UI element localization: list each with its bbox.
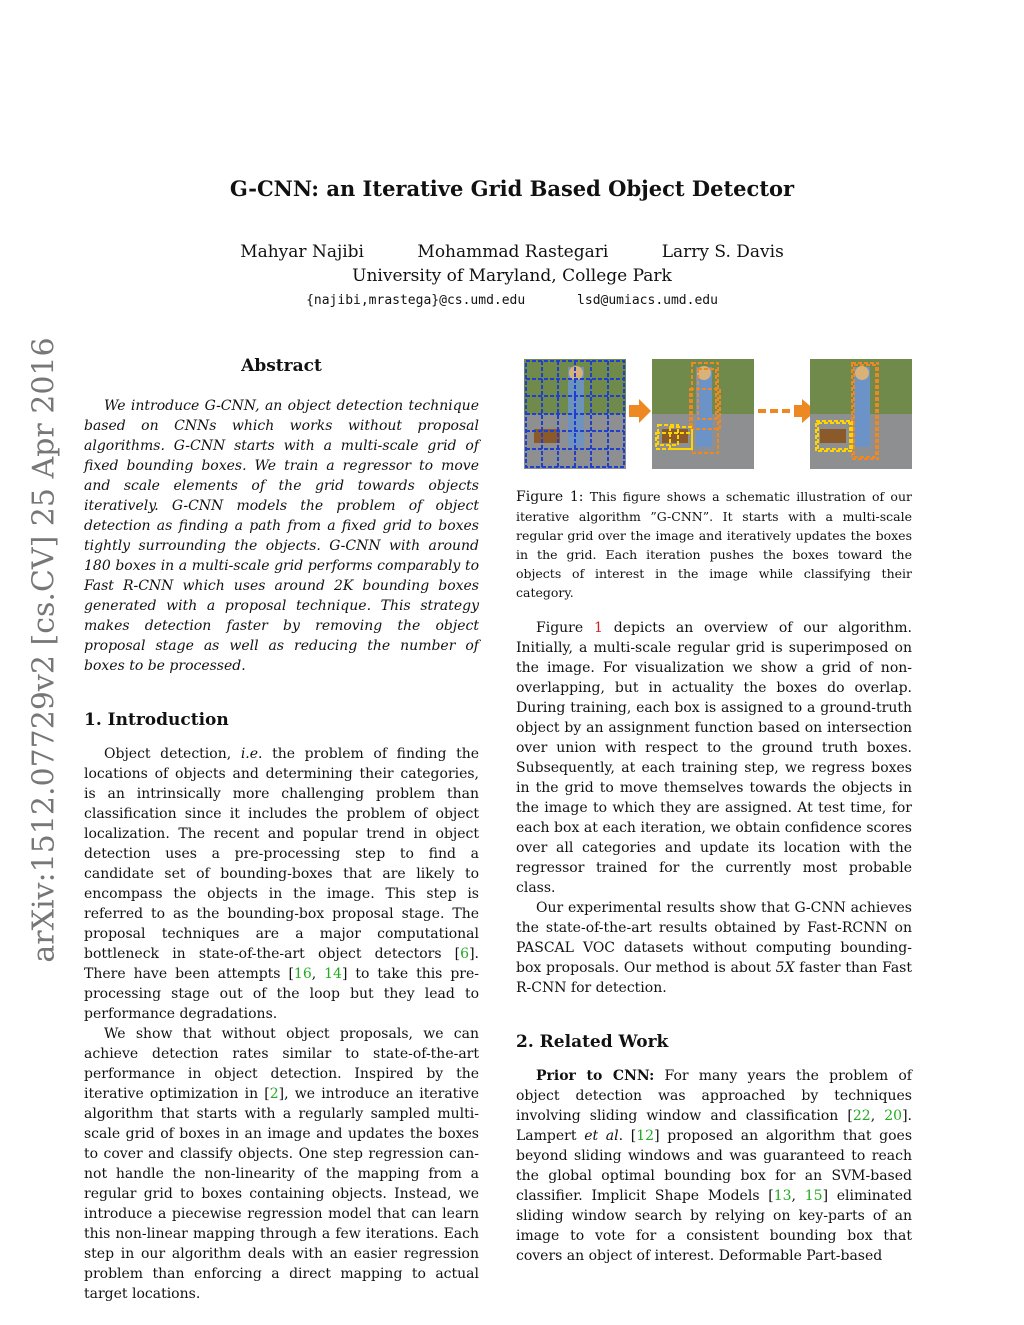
text-run: ] eliminated sliding window search by relying on key-parts of an image to vote for a consistent bounding box that covers an object of interest. Deformable Part-based (516, 1188, 912, 1264)
text-run: . the problem of finding the locations of objects and determining their categories, is an intrinsically more challenging problem than classification since it includes the problem of object localization. The recent and popular trend in object detection uses a pre-processing step to find a candidate set of bounding-boxes that are likely to encompass the objects in the image. This step is referred to as the bounding-box proposal stage. The proposal techniques are a major computational bottleneck in state-of-the-art object detectors [ (84, 746, 479, 962)
image-iteration-1 (652, 359, 754, 469)
dashed-arrow-icon (758, 399, 816, 423)
right-column (516, 618, 912, 1266)
overview-paragraph (516, 618, 912, 898)
text-run: ], we introduce an iterative algorithm that starts with a regularly sampled multi-scale grid of boxes in an image and updates the boxes to cover and classify objects. One step regression can-not handle the non-linearity of the mapping from a regular grid to boxes containing objects. Instead, we introduce a piecewise regression model that can learn this non-linear mapping through a few iterations. Each step in our algorithm deals with an easier regression problem than enforcing a direct mapping to actual target locations. (84, 1086, 479, 1302)
run-in-heading: Prior to CNN: (536, 1068, 655, 1084)
text-run: Object detection, (104, 746, 241, 762)
figure-ref-link[interactable]: 1 (593, 620, 603, 636)
email-2[interactable]: lsd@umiacs.umd.edu (577, 293, 718, 308)
text-run: et al (584, 1128, 619, 1144)
citation-link[interactable]: 14 (324, 966, 342, 982)
citation-link[interactable]: 16 (293, 966, 312, 982)
intro-heading: 1. Introduction (84, 710, 229, 730)
author-3: Larry S. Davis (661, 242, 784, 262)
text-run: , (791, 1188, 805, 1204)
text-run: depicts an overview of our algorithm. Initially, a multi-scale regular grid is superimposed on the image. For visualization we show a grid of non-overlapping, but in actuality the boxes do overlap. During training, each box is assigned to a ground-truth object by an assignment function based on intersection over union with respect to the ground truth boxes. Subsequently, at each training step, we regress boxes in the grid to move themselves towards the objects in the image to which they are assigned. At test time, for each box at each iteration, we obtain confidence scores over all categories and update its location with the regressor trained for the currently most probable class. (516, 620, 912, 896)
author-2: Mohammad Rastegari (417, 242, 609, 262)
text-run: , (311, 966, 325, 982)
left-column (84, 356, 479, 1304)
citation-link[interactable]: 12 (636, 1128, 655, 1144)
text-run: ] proposed an algorithm that goes beyond sliding windows and was guaranteed to reach the global optimal bounding box for an SVM-based classifier. Implicit Shape Models [ (516, 1128, 913, 1204)
caption-text: This figure shows a schematic illustration of our iterative algorithm ”G-CNN”. It starts with a multi-scale regular grid over the image and iteratively updates the boxes in the grid. Each iteration pushes the boxes toward the objects of interest in the image while classifying their category. (516, 489, 912, 600)
text-run: Our experimental results show that G-CNN achieves the state-of-the-art results obtained by Fast-RCNN on PASCAL VOC datasets without computing bounding-box proposals. Our method is about (516, 900, 912, 976)
author-list (0, 242, 1024, 262)
text-run: ] to take this pre-processing stage out of the loop but they lead to performance degradations. (84, 966, 479, 1022)
citation-link[interactable]: 22 (852, 1108, 871, 1124)
intro-paragraph-1 (84, 744, 479, 1024)
figure-1-illustration (520, 355, 912, 475)
abstract-text: We introduce G-CNN, an object detection technique based on CNNs which works without proposal algorithms. G-CNN starts with a multi-scale grid of fixed bounding boxes. We train a regressor to move and scale elements of the grid towards objects iteratively. G-CNN models the problem of object detection as finding a path from a fixed grid to boxes tightly surrounding the objects. G-CNN with around 180 boxes in a multi-scale grid performs comparably to Fast R-CNN which uses around 2K bounding boxes generated with a proposal technique. This strategy makes detection faster by removing the object proposal stage as well as reducing the number of boxes to be processed. (84, 398, 479, 674)
citation-link[interactable]: 6 (460, 946, 470, 962)
citation-link[interactable]: 20 (884, 1108, 903, 1124)
arrow-right-icon (629, 399, 651, 423)
text-run: Figure (536, 620, 594, 636)
results-paragraph (516, 898, 912, 998)
intro-paragraph-2 (84, 1024, 479, 1304)
affiliation: University of Maryland, College Park (352, 266, 672, 286)
abstract-heading: Abstract (241, 356, 322, 376)
figure-label: Figure 1: (516, 489, 584, 505)
text-run: We show that without object proposals, we can achieve detection rates similar to state-of-the-art performance in object detection. Inspired by the iterative optimization in [ (84, 1026, 479, 1102)
text-run: i.e (240, 746, 259, 762)
text-run: . [ (618, 1128, 637, 1144)
text-run: faster than Fast R-CNN for detection. (516, 960, 912, 996)
text-run: ]. There have been attempts [ (84, 946, 479, 982)
email-list (0, 293, 1024, 308)
related-work-paragraph (516, 1066, 912, 1266)
email-1[interactable]: {najibi,mrastega}@cs.umd.edu (306, 293, 526, 308)
image-initial-grid (524, 359, 626, 469)
author-1: Mahyar Najibi (240, 242, 364, 262)
text-run: For many years the problem of object detection was approached by techniques involving sliding window and classification [ (516, 1068, 912, 1124)
paper-title: G-CNN: an Iterative Grid Based Object Detector (229, 176, 795, 201)
text-run: , (870, 1108, 885, 1124)
related-work-heading: 2. Related Work (516, 1032, 669, 1052)
citation-link[interactable]: 15 (804, 1188, 823, 1204)
citation-link[interactable]: 2 (269, 1086, 279, 1102)
text-run: ]. Lampert (516, 1108, 912, 1144)
figure-1-caption (516, 487, 912, 602)
image-final-iteration (810, 359, 912, 469)
citation-link[interactable]: 13 (773, 1188, 792, 1204)
math-5x: 5X (775, 960, 795, 976)
arxiv-watermark: arXiv:1512.07729v2 [cs.CV] 25 Apr 2016 (26, 337, 62, 963)
